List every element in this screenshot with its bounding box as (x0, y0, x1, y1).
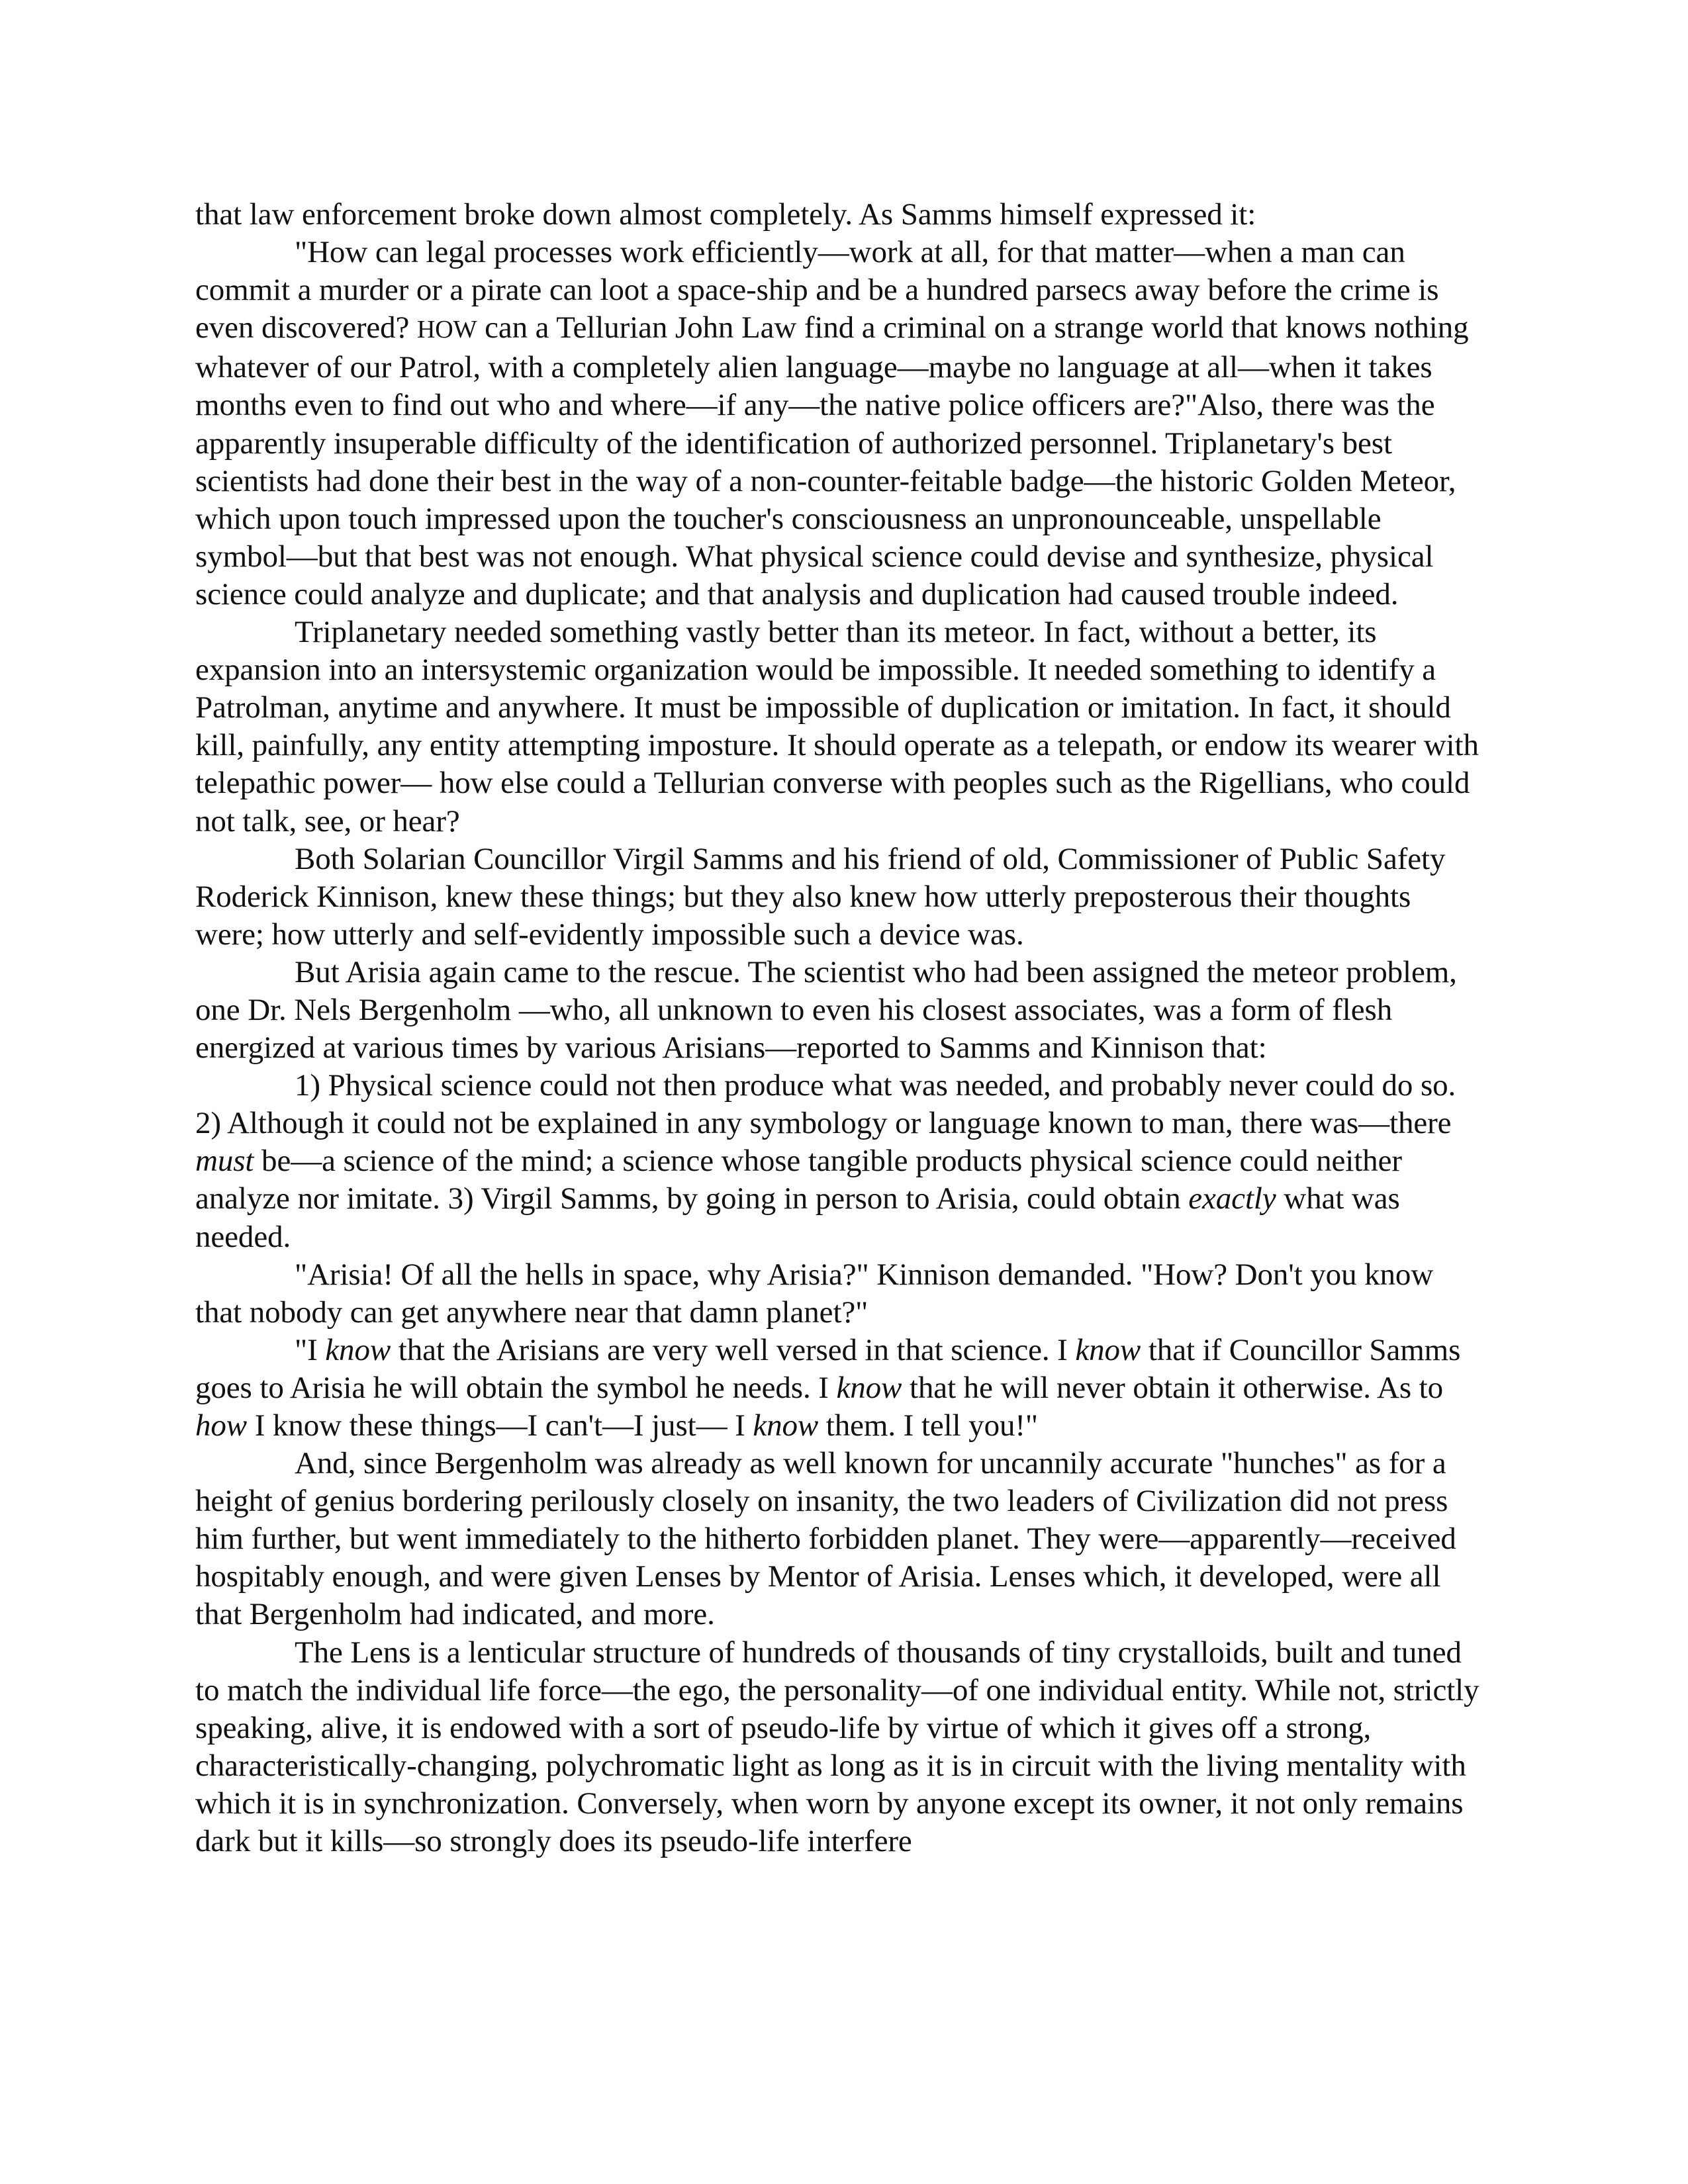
emphasis: how (195, 1408, 248, 1443)
text-run: The Lens is a lenticular structure of hundreds of thousands of tiny crystalloids, built and tuned to match the individual life force—the ego, the personality—of one individual entity. While not, strictly speaking, alive, it is endowed with a sort of pseudo-life by virtue of which it gives off a strong, characteristically-changing, polychromatic light as long as it is in circuit with the living mentality with which it is in synchronization. Conversely, when worn by anyone except its owner, it not only remains dark but it kills—so strongly does its pseudo-life interfere (195, 1635, 1479, 1859)
text-run: that he will never obtain it otherwise. As to (902, 1370, 1444, 1405)
paragraph (195, 1634, 1479, 1861)
text-run: "I (295, 1332, 326, 1367)
emphasis: know (325, 1332, 391, 1367)
text-run: I know these things—I can't—I just— I (247, 1408, 753, 1443)
text-run: But Arisia again came to the rescue. The scientist who had been assigned the meteor problem, one Dr. Nels Bergenholm —who, all unknown to even his closest associates, was a form of flesh energized at various times by various Arisians—reported to Samms and Kinnison that: (195, 954, 1457, 1066)
text-run: them. I tell you!" (818, 1408, 1039, 1443)
text-run: that if Councillor Samms goes to Arisia he will obtain the symbol he needs. I (195, 1332, 1461, 1405)
paragraph (195, 954, 1479, 1067)
paragraph (195, 196, 1479, 234)
text-run: "Arisia! Of all the hells in space, why Arisia?" Kinnison demanded. "How? Don't you know that nobody can get anywhere near that damn planet?" (195, 1257, 1434, 1330)
text-run: can a Tellurian John Law find a criminal on a strange world that knows nothing whatever of our Patrol, with a completely alien language—maybe no language at all—when it takes months even to find out who and where—if any—the native police officers are?"Also, there was the apparently insuperable difficulty of the identification of authorized personnel. Triplanetary's best scientists had done their best in the way of a non-counter-feitable badge—the historic Golden Meteor, which upon touch impressed upon the toucher's consciousness an unpronounceable, unspellable symbol—but that best was not enough. What physical science could devise and synthesize, physical science could analyze and duplicate; and that analysis and duplication had caused trouble indeed. (195, 310, 1469, 612)
text-run: Triplanetary needed something vastly better than its meteor. In fact, without a better, its expansion into an intersystemic organization would be impossible. It needed something to identify a Patrolman, anytime and anywhere. It must be impossible of duplication or imitation. In fact, it should kill, painfully, any entity attempting imposture. It should operate as a telepath, or endow its wearer with telepathic power— how else could a Tellurian converse with peoples such as the Rigellians, who could not talk, see, or hear? (195, 615, 1479, 839)
emphasis: know (1075, 1332, 1141, 1367)
paragraph (195, 614, 1479, 841)
emphasis: must (195, 1144, 254, 1179)
text-run: be—a science of the mind; a science whose tangible products physical science could neither analyze nor imitate. 3) Virgil Samms, by going in person to Arisia, could obtain (195, 1144, 1402, 1216)
text-run: Both Solarian Councillor Virgil Samms and his friend of old, Commissioner of Public Safety Roderick Kinnison, knew these things; but they also knew how utterly preposterous their thoughts were; how utterly and self-evidently impossible such a device was. (195, 841, 1446, 952)
body-text (195, 196, 1479, 1860)
text-run: what was needed. (195, 1181, 1400, 1254)
text-run: And, since Bergenholm was already as well known for uncannily accurate "hunches" as for a height of genius bordering perilously closely on insanity, the two leaders of Civilization did not press him further, but went immediately to the hitherto forbidden planet. They were—apparently—received hospitably enough, and were given Lenses by Mentor of Arisia. Lenses which, it developed, were all that Bergenholm had indicated, and more. (195, 1446, 1456, 1632)
text-run: that law enforcement broke down almost completely. As Samms himself expressed it: (195, 197, 1256, 232)
paragraph (195, 1067, 1479, 1255)
paragraph (195, 1256, 1479, 1332)
emphasis: exactly (1188, 1181, 1276, 1216)
small-caps-text: HOW (416, 316, 477, 344)
paragraph (195, 841, 1479, 954)
paragraph (195, 1445, 1479, 1633)
text-run: that the Arisians are very well versed in that science. I (391, 1332, 1076, 1367)
paragraph (195, 234, 1479, 614)
emphasis: know (753, 1408, 819, 1443)
paragraph (195, 1332, 1479, 1445)
text-run: 1) Physical science could not then produce what was needed, and probably never could do so. 2) Although it could not be explained in any symbology or language known to man, there was—there (195, 1068, 1456, 1141)
text-run: "How can legal processes work efficiently—work at all, for that matter—when a man can commit a murder or a pirate can loot a space-ship and be a hundred parsecs away before the crime is even discovered? (195, 235, 1439, 345)
emphasis: know (836, 1370, 902, 1405)
